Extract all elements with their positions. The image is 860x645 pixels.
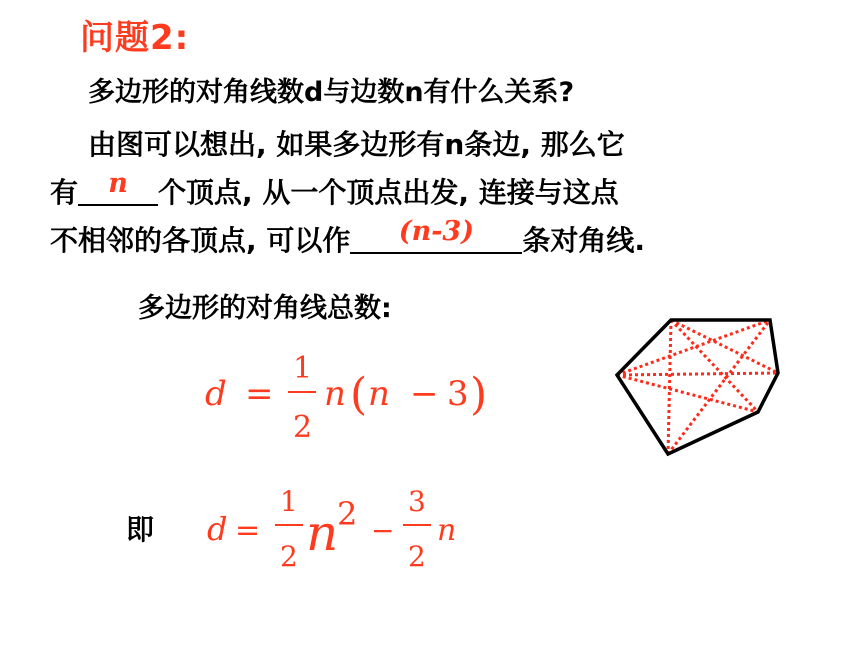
diagonal	[668, 320, 770, 454]
paragraph-line-1: 由图可以想出, 如果多边形有n条边, 那么它	[88, 128, 625, 161]
formula2-minus: −	[371, 514, 395, 547]
formula2-exponent: 2	[337, 495, 358, 533]
heptagon-diagram	[617, 320, 778, 454]
formula2-n: n	[306, 504, 339, 562]
line2-suffix: 个顶点, 从一个顶点出发, 连接与这点	[158, 176, 619, 209]
diagonal	[671, 320, 778, 373]
formula2-denominator-1: 2	[280, 540, 298, 573]
answer-n-minus-3: (n-3)	[398, 216, 474, 247]
formula1-n: n	[324, 374, 346, 414]
problem-title: 问题2:	[80, 18, 190, 58]
line3-suffix: 条对角线.	[522, 224, 646, 257]
formula1-numerator: 1	[293, 351, 313, 386]
formula2-n2: n	[437, 513, 457, 548]
line2-prefix: 有	[50, 176, 79, 209]
diagonal	[671, 320, 758, 412]
formula-expanded	[207, 485, 456, 573]
formula2-numerator-2: 3	[408, 485, 426, 518]
line3-prefix: 不相邻的各顶点, 可以作	[50, 224, 351, 257]
diagonals	[617, 320, 778, 454]
formula2-equals: =	[235, 513, 261, 548]
polygon-outline	[617, 320, 778, 454]
formula2-d: d	[207, 510, 228, 548]
formula1-three: 3	[447, 374, 469, 414]
formula1-left-paren: (	[350, 369, 368, 420]
formula2-denominator-2: 2	[408, 540, 426, 573]
diagonal	[617, 373, 778, 375]
ji-label: 即	[126, 513, 155, 546]
formula1-d: d	[205, 374, 227, 414]
formula1-denominator: 2	[293, 410, 313, 445]
formula1-right-paren: )	[470, 369, 488, 420]
diagonal	[617, 320, 770, 375]
formula1-equals: =	[245, 374, 274, 414]
formula-diagonal-count	[205, 351, 487, 445]
answer-n: n	[108, 168, 128, 199]
formula2-numerator-1: 1	[280, 485, 298, 518]
question-text: 多边形的对角线数d与边数n有什么关系?	[88, 77, 575, 108]
formula1-inner-n: n	[368, 374, 390, 414]
diagonal	[668, 320, 671, 454]
formula1-minus: −	[410, 374, 439, 414]
total-diagonals-label: 多边形的对角线总数:	[138, 293, 392, 324]
